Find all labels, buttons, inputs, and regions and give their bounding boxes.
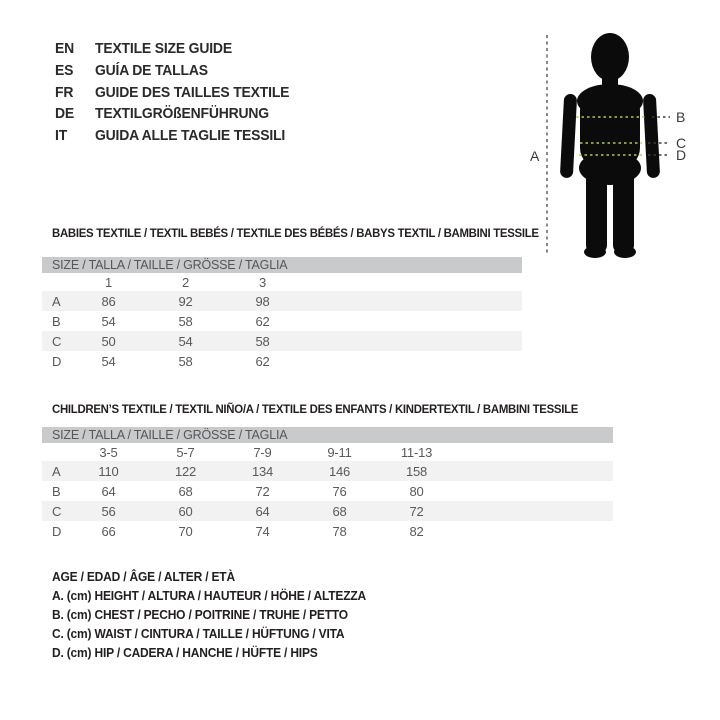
value-cell: 54 (101, 353, 116, 369)
language-row-en (55, 40, 289, 62)
column-header-cell: 11-13 (400, 444, 433, 460)
legend-line-age: AGE / EDAD / ÂGE / ALTER / ETÀ (52, 570, 235, 584)
figure-label-b: B (676, 109, 686, 125)
value-cell: 72 (409, 503, 424, 519)
child-silhouette (560, 33, 660, 258)
language-code: IT (55, 127, 68, 145)
value-cell: 146 (328, 463, 351, 479)
value-cell: 60 (178, 503, 193, 519)
value-cell: 68 (332, 503, 347, 519)
row-label: A (52, 293, 61, 309)
value-cell: 134 (251, 463, 274, 479)
value-cell: 54 (178, 333, 193, 349)
column-header-cell: 2 (181, 274, 190, 290)
value-cell: 62 (255, 353, 270, 369)
language-row-it (55, 127, 289, 149)
language-code: ES (55, 61, 74, 79)
value-cell: 76 (332, 483, 347, 499)
language-label: GUIDA ALLE TAGLIE TESSILI (94, 127, 286, 145)
table-row-b (42, 481, 613, 501)
table-row-c (42, 501, 613, 521)
language-label: GUIDE DES TAILLES TEXTILE (94, 83, 290, 101)
babies-size-header-band: SIZE / TALLA / TAILLE / GRÖSSE / TAGLIA (42, 257, 522, 273)
language-code: DE (55, 105, 75, 123)
legend-line-height: A. (cm) HEIGHT / ALTURA / HAUTEUR / HÖHE / ALTEZZA (52, 589, 366, 603)
value-cell: 64 (255, 503, 270, 519)
babies-section-title: BABIES TEXTILE / TEXTIL BEBÉS / TEXTILE DES BÉBÉS / BABYS TEXTIL / BAMBINI TESSILE (52, 226, 539, 240)
language-code: EN (55, 40, 75, 57)
value-cell: 70 (178, 523, 193, 539)
row-label: C (52, 503, 62, 519)
column-header-cell: 5-7 (176, 444, 195, 460)
row-label: B (52, 483, 61, 499)
column-header-cell: 3 (258, 274, 267, 290)
value-cell: 72 (255, 483, 270, 499)
children-section-title: CHILDREN’S TEXTILE / TEXTIL NIÑO/A / TEXTILE DES ENFANTS / KINDERTEXTIL / BAMBINI TESSILE (52, 402, 579, 416)
legend-line-hip: D. (cm) HIP / CADERA / HANCHE / HÜFTE / HIPS (52, 646, 318, 660)
row-label: D (52, 353, 62, 369)
value-cell: 58 (255, 333, 270, 349)
table-row-c (42, 331, 522, 351)
children-size-table (42, 427, 613, 541)
language-label: TEXTILE SIZE GUIDE (94, 40, 232, 57)
column-header-cell: 1 (104, 274, 113, 290)
value-cell: 68 (178, 483, 193, 499)
babies-size-table (42, 257, 522, 371)
row-label: C (52, 333, 62, 349)
value-cell: 78 (332, 523, 347, 539)
babies-column-header-row (42, 273, 522, 291)
value-cell: 98 (255, 293, 270, 309)
value-cell: 158 (405, 463, 428, 479)
children-column-header-row (42, 443, 613, 461)
language-row-es (55, 62, 289, 84)
value-cell: 56 (101, 503, 116, 519)
language-row-de (55, 105, 289, 127)
legend-line-chest: B. (cm) CHEST / PECHO / POITRINE / TRUHE / PETTO (52, 608, 348, 622)
value-cell: 122 (174, 463, 197, 479)
figure-label-a: A (530, 148, 540, 164)
table-row-b (42, 311, 522, 331)
figure-label-d: D (676, 147, 687, 163)
value-cell: 82 (409, 523, 424, 539)
column-header-cell: 9-11 (327, 444, 352, 460)
value-cell: 80 (409, 483, 424, 499)
value-cell: 58 (178, 313, 193, 329)
table-row-a (42, 461, 613, 481)
legend-line-waist: C. (cm) WAIST / CINTURA / TAILLE / HÜFTUNG / VITA (52, 627, 345, 641)
figure-label-c: C (676, 135, 687, 151)
column-header-cell: 7-9 (253, 444, 272, 460)
column-header-cell: 3-5 (99, 444, 118, 460)
value-cell: 92 (178, 293, 193, 309)
value-cell: 62 (255, 313, 270, 329)
value-cell: 86 (101, 293, 116, 309)
row-label: B (52, 313, 61, 329)
table-row-a (42, 291, 522, 311)
value-cell: 64 (101, 483, 116, 499)
measurement-legend (52, 568, 379, 663)
value-cell: 54 (101, 313, 116, 329)
language-code: FR (55, 83, 74, 101)
language-label: TEXTILGRÖßENFÜHRUNG (94, 105, 269, 123)
row-label: A (52, 463, 61, 479)
value-cell: 50 (101, 333, 116, 349)
table-row-d (42, 351, 522, 371)
language-label: GUÍA DE TALLAS (94, 61, 208, 79)
value-cell: 110 (98, 463, 119, 479)
table-row-d (42, 521, 613, 541)
value-cell: 58 (178, 353, 193, 369)
language-list (55, 40, 307, 149)
language-row-fr (55, 84, 289, 106)
value-cell: 74 (255, 523, 270, 539)
row-label: D (52, 523, 62, 539)
value-cell: 66 (101, 523, 116, 539)
children-size-header-band: SIZE / TALLA / TAILLE / GRÖSSE / TAGLIA (42, 427, 613, 443)
